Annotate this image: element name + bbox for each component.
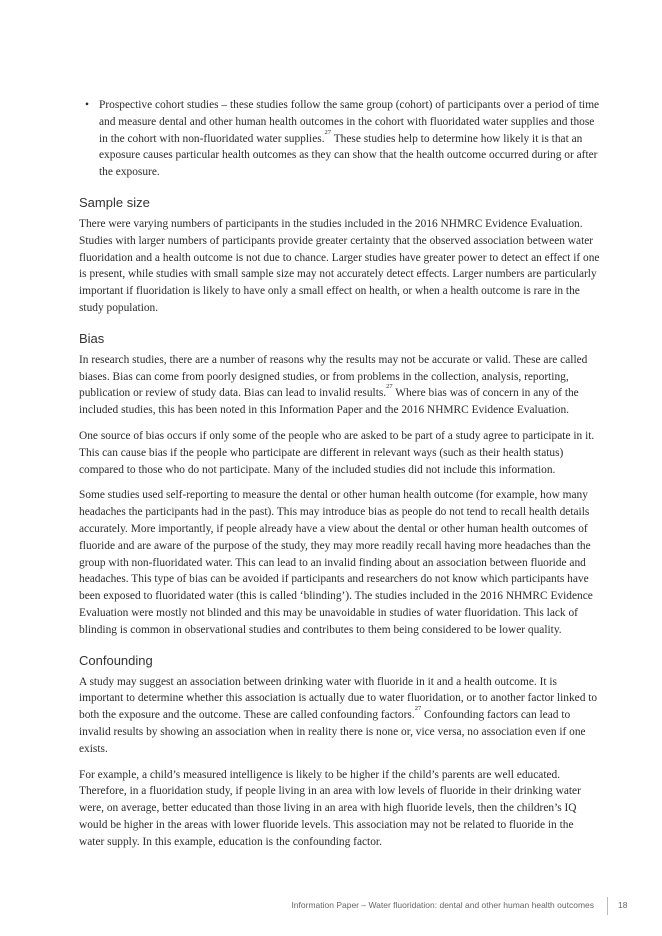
section-heading: Sample size xyxy=(79,194,150,210)
bullet-icon: • xyxy=(85,99,89,111)
paragraph xyxy=(79,674,601,758)
paragraph: For example, a child’s measured intelligence is likely to be higher if the child’s parents are well educated. Therefore, in a fluoridation study, if people living in an area with low levels of fluoride in their drinking water were, on average, better educated than those living in an area with high fluoride levels, then the children’s IQ would be higher in the areas with lower fluoride levels. This association may not be related to fluoride in the water supply. In this example, education is the confounding factor. xyxy=(79,768,581,848)
paragraph-text-after: Where bias was of concern in any of the included studies, this has been noted in this Information Paper and the 2016 NHMRC Evidence Evaluation. xyxy=(79,387,579,417)
footer-divider xyxy=(607,897,608,915)
reference-superscript: 27 xyxy=(386,383,393,391)
section-bias xyxy=(79,331,601,639)
paragraph: Some studies used self-reporting to measure the dental or other human health outcome (for example, how many headaches the participants had in the past). This may introduce bias as people do not tend to recall health details accurately. More importantly, if people already have a view about the dental or other human health outcomes of fluoride and are aware of the purpose of the study, they may more readily recall having more headaches than the group with non-fluoridated water. This can lead to an invalid finding about an association between fluoride and headaches. This type of bias can be avoided if participants and researchers do not know which participants have been exposed to fluoridated water (this is called ‘blinding’). The studies included in the 2016 NHMRC Evidence Evaluation were mostly not blinded and this may be unavoidable in studies of water fluoridation. This lack of blinding is common in observational studies and contributes to them being considered to be lower quality. xyxy=(79,489,593,636)
reference-superscript: 27 xyxy=(324,128,332,136)
bullet-text-after: These studies help to determine how likely it is that an exposure causes particular health outcomes as they can show that the health outcome occurred during or after the exposure. xyxy=(99,132,598,179)
paragraph: One source of bias occurs if only some of the people who are asked to be part of a study agree to participate in it. This can cause bias if the people who participate are different in relevant ways (such as their health status) compared to those who do not participate. Many of the included studies did not include this information. xyxy=(79,429,595,476)
bullet-text: Prospective cohort studies – these studies follow the same group (cohort) of participants over a period of time and measure dental and other human health outcomes in the cohort with fluoridated water supplies and those in the cohort with non-fluoridated water supplies. xyxy=(99,99,600,145)
paragraph: There were varying numbers of participants in the studies included in the 2016 NHMRC Evidence Evaluation. Studies with larger numbers of participants provide greater certainty that the observed association between water fluoridation and a health outcome is not due to chance. Larger studies have greater power to detect an effect if one is present, while studies with small sample size may not accurately detect effects. Larger numbers are particularly important if fluoridation is likely to have only a small effect on health, or when a health outcome is rare in the study population. xyxy=(79,217,600,314)
section-confounding xyxy=(79,653,601,851)
page-footer xyxy=(0,897,662,917)
section-heading: Confounding xyxy=(79,652,153,668)
section-heading: Bias xyxy=(79,330,105,346)
page-content xyxy=(79,97,601,850)
paragraph-text: In research studies, there are a number of reasons why the results may not be accurate or valid. These are called biases. Bias can come from poorly designed studies, or from problems in the collection, analysis, reporting, publication or review of study data. Bias can lead to invalid results. xyxy=(79,353,588,400)
bullet-list xyxy=(79,97,601,181)
reference-superscript: 27 xyxy=(414,705,422,713)
list-item xyxy=(85,97,601,181)
paragraph-text: A study may suggest an association between drinking water with fluoride in it and a health outcome. It is important to determine whether this association is actually due to water fluoridation, or to another factor linked to both the exposure and the outcome. These are called confounding factors. xyxy=(79,675,598,722)
paragraph xyxy=(79,352,601,419)
section-sample-size xyxy=(79,195,601,317)
footer-title: Information Paper – Water fluoridation: dental and other human health outcomes xyxy=(291,900,594,910)
page-number: 18 xyxy=(618,900,628,910)
paragraph-text-after: Confounding factors can lead to invalid results by showing an association when in reality there is none or, vice versa, no association even if one exists. xyxy=(79,709,586,755)
